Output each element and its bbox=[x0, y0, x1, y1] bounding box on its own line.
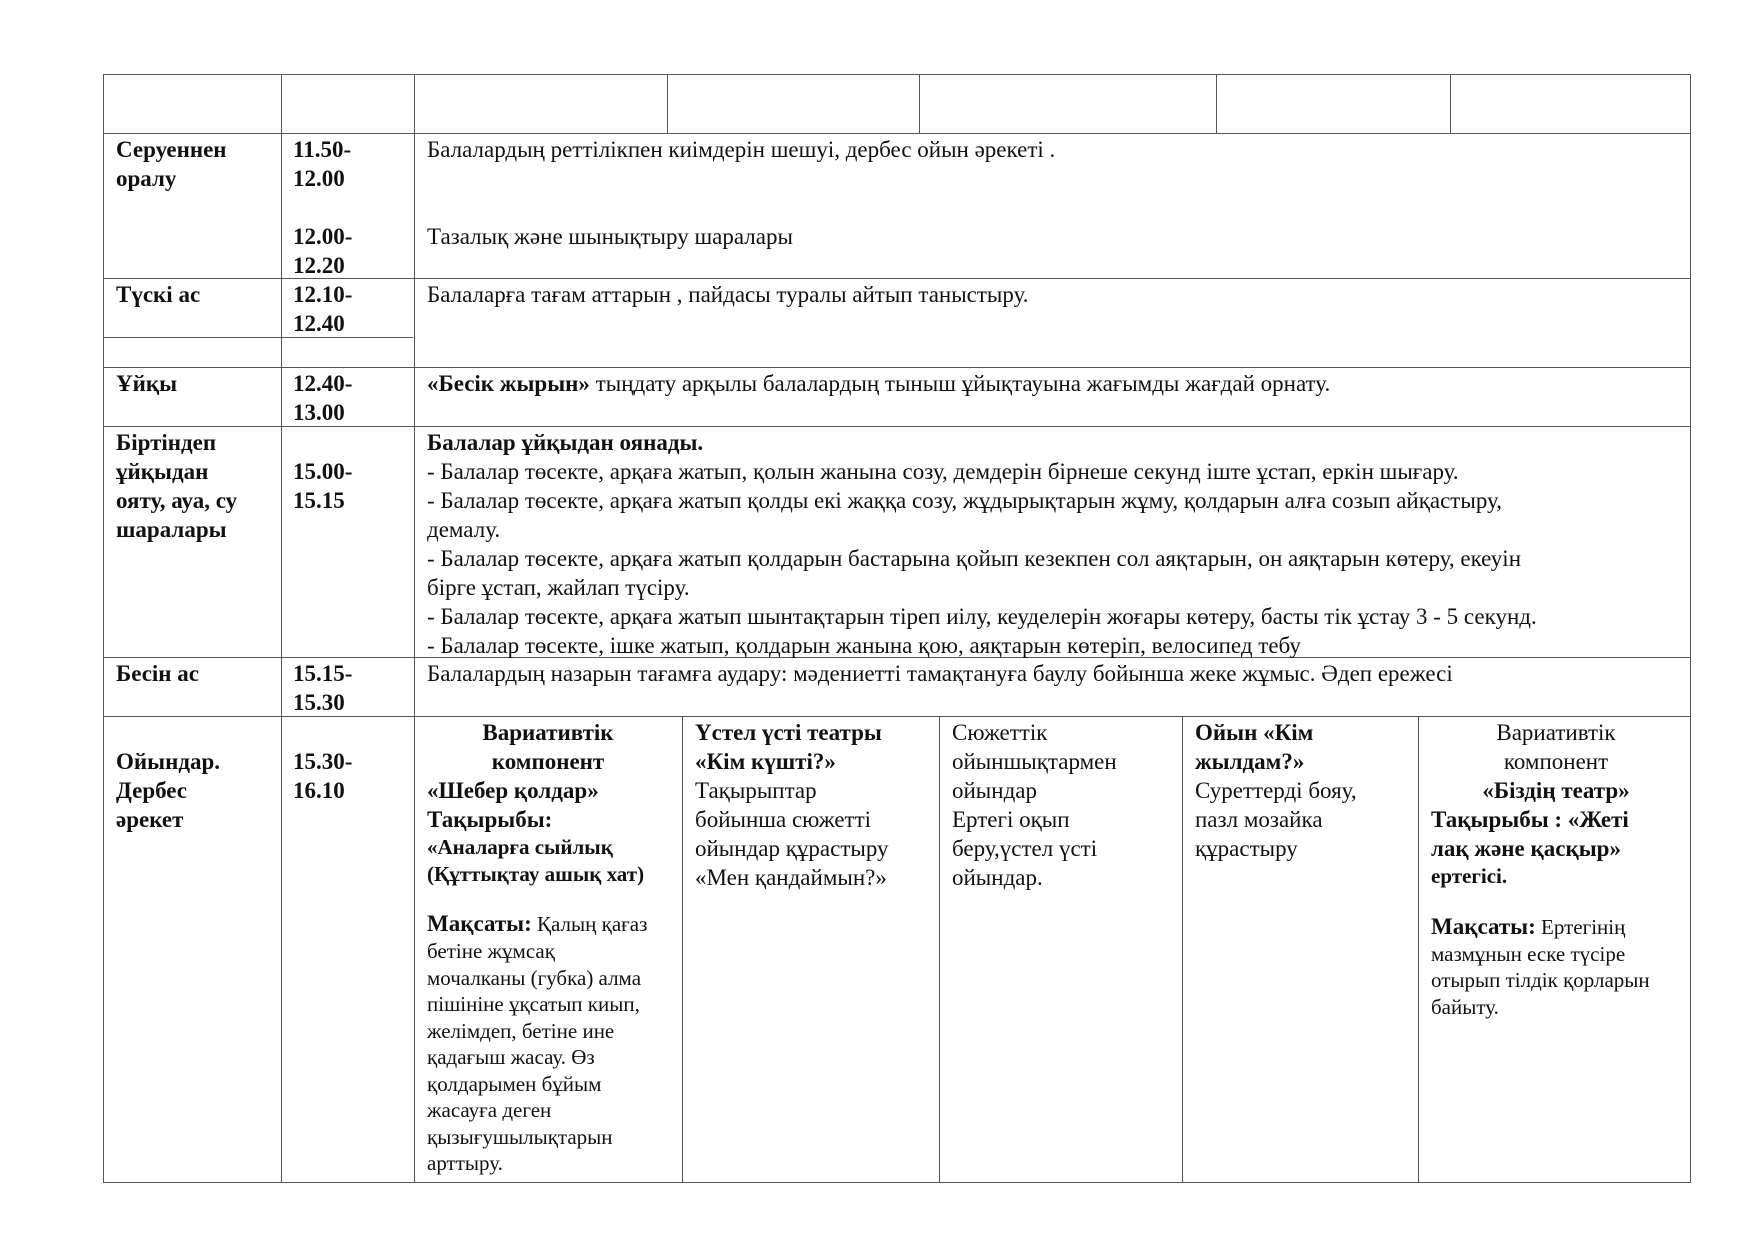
row-lunch-name: Түскі ас bbox=[116, 282, 201, 307]
games-col-table-theatre: Үстел үсті театры «Кім күшті?» Тақырыптар бойынша сюжетті ойындар құрастыру «Мен қандаймын?» bbox=[695, 720, 889, 890]
row-games-time: 15.30- 16.10 bbox=[293, 749, 353, 803]
row-lunch-time: 12.10- 12.40 bbox=[293, 282, 353, 336]
row-snack-activity: Балалардың назарын тағамға аудару: мәдениетті тамақтануға баулу бойынша жеке жұмыс. Әдеп ережесі bbox=[427, 661, 1453, 686]
row-snack-time: 15.15- 15.30 bbox=[293, 661, 353, 715]
row-return-walk-time-2: 12.00- 12.20 bbox=[293, 224, 353, 278]
row-wakeup-name: Біртіндеп ұйқыдан ояту, ауа, су шаралары bbox=[116, 430, 238, 542]
games-col-our-theatre: Вариативтік компонент «Біздің театр» Тақырыбы : «Жеті лақ және қасқыр» ертегісі. Мақсаты: Ертегінің мазмұнын еске түсіре отырып тілдік қорларын байыту. bbox=[1431, 720, 1650, 1019]
games-col-variative-component: Вариативтік компонент «Шебер қолдар» Тақырыбы: «Аналарға сыйлық (Құттықтау ашық хат) Мақсаты: Қалың қағаз бетіне жұмсақ мочалканы (губка) алма пішініне ұқсатып киып, желімдеп, бетіне ине қадағыш жасау. Өз қолдарымен бұйым жасауға деген қызығушылықтарын арттыру. bbox=[427, 720, 648, 1175]
row-games-name: Ойындар. Дербес әрекет bbox=[116, 749, 221, 832]
row-wakeup-time: 15.00- 15.15 bbox=[293, 459, 353, 513]
row-sleep-name: Ұйқы bbox=[116, 371, 178, 396]
row-sleep-time: 12.40- 13.00 bbox=[293, 371, 353, 425]
row-return-walk-name: Серуеннен оралу bbox=[116, 137, 227, 191]
row-return-walk-activity-2: Тазалық және шынықтыру шаралары bbox=[427, 224, 793, 249]
row-return-walk-activity-1: Балалардың реттілікпен киімдерін шешуі, дербес ойын әрекеті . bbox=[427, 137, 1056, 162]
games-col-who-is-fast: Ойын «Кім жылдам?» Суреттерді бояу, пазл мозайка құрастыру bbox=[1195, 720, 1357, 861]
row-wakeup-activity: Балалар ұйқыдан оянады. - Балалар төсекте, арқаға жатып, қолын жанына созу, демдерін бірнеше секунд іште ұстап, еркін шығару. - Балалар төсекте, арқаға жатып қолды екі жаққа созу, жұдырықтарын жұму, қолдарын алға созып айқастыру, демалу. - Балалар төсекте, арқаға жатып қолдарын бастарына қойып кезекпен сол аяқтарын, он аяқтарын көтеру, екеуін бірге ұстап, жайлап түсіру. - Балалар төсекте, арқаға жатып шынтақтарын тіреп иілу, кеуделерін жоғары көтеру, басты тік ұстау 3 - 5 секунд. - Балалар төсекте, ішке жатып, қолдарын жанына қою, аяқтарын көтеріп, велосипед тебу bbox=[427, 430, 1537, 658]
row-sleep-activity: «Бесік жырын» тыңдату арқылы балалардың тыныш ұйықтауына жағымды жағдай орнату. bbox=[427, 371, 1331, 396]
row-snack-name: Бесін ас bbox=[116, 661, 200, 686]
row-lunch-activity: Балаларға тағам аттарын , пайдасы туралы айтып таныстыру. bbox=[427, 282, 1029, 307]
row-return-walk-time-1: 11.50- 12.00 bbox=[293, 137, 352, 191]
games-col-story-toys: Сюжеттік ойыншықтармен ойындар Ертегі оқып беру,үстел үсті ойындар. bbox=[952, 720, 1117, 890]
